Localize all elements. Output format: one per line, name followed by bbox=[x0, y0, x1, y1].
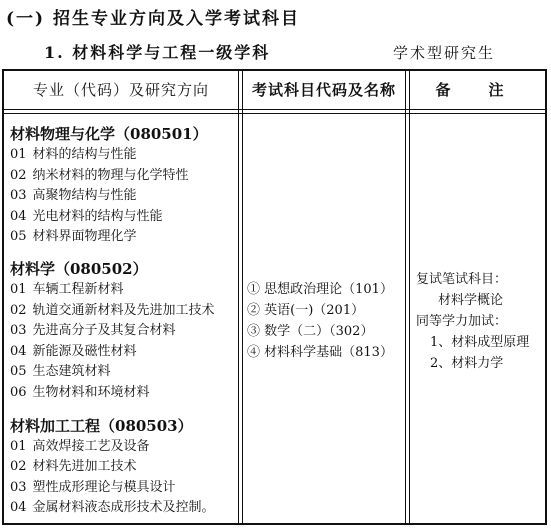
section-title: (一) 招生专业方向及入学考试科目 bbox=[6, 9, 301, 29]
admission-table bbox=[2, 69, 547, 525]
exam-subject-item: ② 英语(一)（201） bbox=[247, 303, 365, 318]
direction-text: 纳米材料的物理与化学特性 bbox=[32, 167, 189, 183]
major-title: 材料学（080502） bbox=[10, 259, 148, 278]
direction-text: 塑性成形理论与模具设计 bbox=[32, 479, 176, 495]
direction-item bbox=[10, 145, 236, 166]
column-divider bbox=[409, 71, 410, 523]
direction-item bbox=[10, 207, 236, 228]
header-divider bbox=[4, 109, 545, 110]
direction-number: 02 bbox=[10, 167, 27, 183]
direction-item bbox=[10, 342, 236, 363]
direction-text: 材料先进加工技术 bbox=[32, 459, 137, 475]
direction-number: 04 bbox=[10, 208, 27, 224]
major-title: 材料加工工程（080503） bbox=[10, 416, 193, 435]
direction-item bbox=[10, 457, 236, 478]
degree-type-label: 学术型研究生 bbox=[393, 44, 496, 62]
exam-subjects-cell bbox=[247, 279, 403, 363]
major-directions-cell bbox=[10, 123, 236, 519]
direction-number: 03 bbox=[10, 188, 27, 204]
direction-number: 03 bbox=[10, 323, 27, 339]
direction-number: 04 bbox=[10, 500, 27, 516]
major-block bbox=[10, 415, 236, 519]
direction-item bbox=[10, 227, 236, 248]
column-divider bbox=[238, 71, 239, 523]
direction-text: 车辆工程新材料 bbox=[32, 281, 124, 297]
direction-text: 光电材料的结构与性能 bbox=[32, 208, 163, 224]
note-line: 2、材料力学 bbox=[430, 356, 504, 371]
header-notes: 备注 bbox=[435, 81, 542, 99]
header-exam-subjects: 考试科目代码及名称 bbox=[251, 81, 396, 99]
direction-number: 02 bbox=[10, 302, 27, 318]
direction-number: 01 bbox=[10, 147, 27, 162]
direction-item bbox=[10, 186, 236, 207]
note-line: 同等学力加试： bbox=[416, 314, 508, 329]
direction-item bbox=[10, 437, 236, 458]
direction-text: 生态建筑材料 bbox=[32, 364, 111, 380]
direction-number: 05 bbox=[10, 364, 27, 380]
discipline-title: 1. 材料科学与工程一级学科 bbox=[44, 43, 271, 62]
direction-number: 05 bbox=[10, 229, 27, 245]
direction-item bbox=[10, 383, 236, 404]
direction-number: 06 bbox=[10, 384, 27, 400]
exam-subject-item: ③ 数学（二）（302） bbox=[247, 324, 374, 339]
exam-subject-item: ④ 材料科学基础（813） bbox=[247, 345, 393, 360]
exam-subject-item: ① 思想政治理论（101） bbox=[247, 282, 393, 297]
header-divider bbox=[4, 113, 545, 114]
major-block bbox=[10, 123, 236, 248]
direction-text: 先进高分子及其复合材料 bbox=[32, 323, 176, 339]
major-title: 材料物理与化学（080501） bbox=[10, 125, 208, 143]
direction-number: 04 bbox=[10, 343, 27, 359]
direction-number: 03 bbox=[10, 479, 27, 495]
direction-item bbox=[10, 321, 236, 342]
direction-item bbox=[10, 498, 236, 519]
major-block bbox=[10, 258, 236, 404]
notes-cell bbox=[416, 269, 546, 374]
direction-text: 轨道交通新材料及先进加工技术 bbox=[32, 302, 215, 318]
direction-number: 01 bbox=[10, 438, 27, 454]
direction-item bbox=[10, 478, 236, 499]
direction-text: 材料的结构与性能 bbox=[32, 147, 137, 162]
note-line: 材料学概论 bbox=[438, 293, 504, 308]
direction-number: 02 bbox=[10, 459, 27, 475]
note-line: 复试笔试科目： bbox=[416, 272, 508, 287]
direction-text: 高效焊接工艺及设备 bbox=[32, 438, 150, 454]
direction-text: 材料界面物理化学 bbox=[32, 229, 137, 245]
direction-item bbox=[10, 301, 236, 322]
direction-text: 金属材料液态成形技术及控制。 bbox=[32, 500, 215, 516]
direction-item bbox=[10, 166, 236, 187]
note-line: 1、材料成型原理 bbox=[430, 335, 530, 350]
direction-text: 新能源及磁性材料 bbox=[32, 343, 137, 359]
direction-number: 01 bbox=[10, 281, 27, 297]
direction-item bbox=[10, 280, 236, 301]
direction-item bbox=[10, 362, 236, 383]
header-major: 专业（代码）及研究方向 bbox=[32, 81, 209, 99]
column-divider bbox=[405, 71, 406, 523]
direction-text: 生物材料和环境材料 bbox=[32, 384, 150, 400]
direction-text: 高聚物结构与性能 bbox=[32, 188, 137, 204]
column-divider bbox=[242, 71, 243, 523]
